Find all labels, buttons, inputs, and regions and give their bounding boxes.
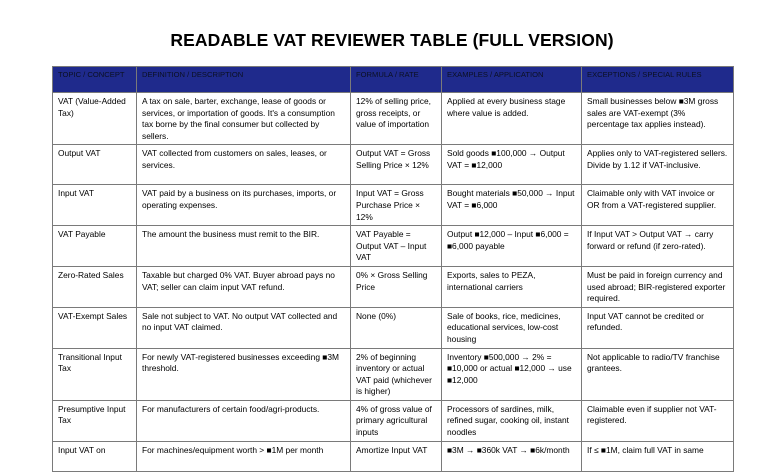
cell-topic: Zero-Rated Sales bbox=[53, 266, 137, 307]
cell-example: Applied at every business stage where value is added. bbox=[442, 93, 582, 145]
document-title: READABLE VAT REVIEWER TABLE (FULL VERSION) bbox=[170, 30, 614, 50]
header-formula: FORMULA / RATE bbox=[351, 67, 442, 93]
cell-example: Output ■12,000 – Input ■6,000 = ■6,000 payable bbox=[442, 226, 582, 267]
cell-exception: If ≤ ■1M, claim full VAT in same bbox=[582, 441, 734, 471]
cell-definition: A tax on sale, barter, exchange, lease of goods or services, or importation of goods. It's a consumption tax borne by the final consumer but collected by sellers. bbox=[137, 93, 351, 145]
cell-topic: VAT-Exempt Sales bbox=[53, 307, 137, 348]
table-row bbox=[53, 348, 734, 400]
table-row bbox=[53, 307, 734, 348]
table-row bbox=[53, 185, 734, 226]
cell-topic: Transitional Input Tax bbox=[53, 348, 137, 400]
table-row bbox=[53, 226, 734, 267]
cell-definition: For machines/equipment worth > ■1M per month bbox=[137, 441, 351, 471]
cell-example: Exports, sales to PEZA, international carriers bbox=[442, 266, 582, 307]
cell-formula: 12% of selling price, gross receipts, or value of importation bbox=[351, 93, 442, 145]
header-examples: EXAMPLES / APPLICATION bbox=[442, 67, 582, 93]
cell-definition: Sale not subject to VAT. No output VAT collected and no input VAT claimed. bbox=[137, 307, 351, 348]
cell-definition: Taxable but charged 0% VAT. Buyer abroad pays no VAT; seller can claim input VAT refund. bbox=[137, 266, 351, 307]
cell-topic: Presumptive Input Tax bbox=[53, 400, 137, 441]
table-row bbox=[53, 441, 734, 471]
table-row bbox=[53, 400, 734, 441]
cell-definition: For newly VAT-registered businesses exceeding ■3M threshold. bbox=[137, 348, 351, 400]
cell-definition: The amount the business must remit to the BIR. bbox=[137, 226, 351, 267]
cell-exception: Must be paid in foreign currency and used abroad; BIR-registered exporter required. bbox=[582, 266, 734, 307]
cell-topic: Output VAT bbox=[53, 145, 137, 185]
cell-exception: Applies only to VAT-registered sellers. Divide by 1.12 if VAT-inclusive. bbox=[582, 145, 734, 185]
cell-example: Bought materials ■50,000 → Input VAT = ■6,000 bbox=[442, 185, 582, 226]
cell-exception: Claimable even if supplier not VAT-registered. bbox=[582, 400, 734, 441]
cell-exception: Not applicable to radio/TV franchise grantees. bbox=[582, 348, 734, 400]
table-row bbox=[53, 93, 734, 145]
cell-topic: VAT (Value-Added Tax) bbox=[53, 93, 137, 145]
cell-formula: VAT Payable = Output VAT – Input VAT bbox=[351, 226, 442, 267]
cell-formula: 0% × Gross Selling Price bbox=[351, 266, 442, 307]
cell-example: Sold goods ■100,000 → Output VAT = ■12,000 bbox=[442, 145, 582, 185]
cell-formula: 2% of beginning inventory or actual VAT paid (whichever is higher) bbox=[351, 348, 442, 400]
cell-exception: Small businesses below ■3M gross sales are VAT-exempt (3% percentage tax applies instead). bbox=[582, 93, 734, 145]
table-row bbox=[53, 266, 734, 307]
cell-formula: None (0%) bbox=[351, 307, 442, 348]
table-row bbox=[53, 145, 734, 185]
header-exceptions: EXCEPTIONS / SPECIAL RULES bbox=[582, 67, 734, 93]
cell-topic: VAT Payable bbox=[53, 226, 137, 267]
header-definition: DEFINITION / DESCRIPTION bbox=[137, 67, 351, 93]
cell-example: Sale of books, rice, medicines, educational services, low-cost housing bbox=[442, 307, 582, 348]
cell-formula: Amortize Input VAT bbox=[351, 441, 442, 471]
cell-formula: Output VAT = Gross Selling Price × 12% bbox=[351, 145, 442, 185]
cell-exception: Input VAT cannot be credited or refunded. bbox=[582, 307, 734, 348]
cell-example: ■3M → ■360k VAT → ■6k/month bbox=[442, 441, 582, 471]
vat-reviewer-table bbox=[52, 66, 734, 472]
cell-definition: For manufacturers of certain food/agri-products. bbox=[137, 400, 351, 441]
cell-exception: Claimable only with VAT invoice or OR from a VAT-registered supplier. bbox=[582, 185, 734, 226]
header-topic: TOPIC / CONCEPT bbox=[53, 67, 137, 93]
cell-exception: If Input VAT > Output VAT → carry forward or refund (if zero-rated). bbox=[582, 226, 734, 267]
header-row bbox=[53, 67, 734, 93]
cell-example: Processors of sardines, milk, refined sugar, cooking oil, instant noodles bbox=[442, 400, 582, 441]
cell-definition: VAT paid by a business on its purchases, imports, or operating expenses. bbox=[137, 185, 351, 226]
cell-topic: Input VAT on bbox=[53, 441, 137, 471]
cell-formula: 4% of gross value of primary agricultural inputs bbox=[351, 400, 442, 441]
cell-formula: Input VAT = Gross Purchase Price × 12% bbox=[351, 185, 442, 226]
cell-example: Inventory ■500,000 → 2% = ■10,000 or actual ■12,000 → use ■12,000 bbox=[442, 348, 582, 400]
cell-topic: Input VAT bbox=[53, 185, 137, 226]
cell-definition: VAT collected from customers on sales, leases, or services. bbox=[137, 145, 351, 185]
